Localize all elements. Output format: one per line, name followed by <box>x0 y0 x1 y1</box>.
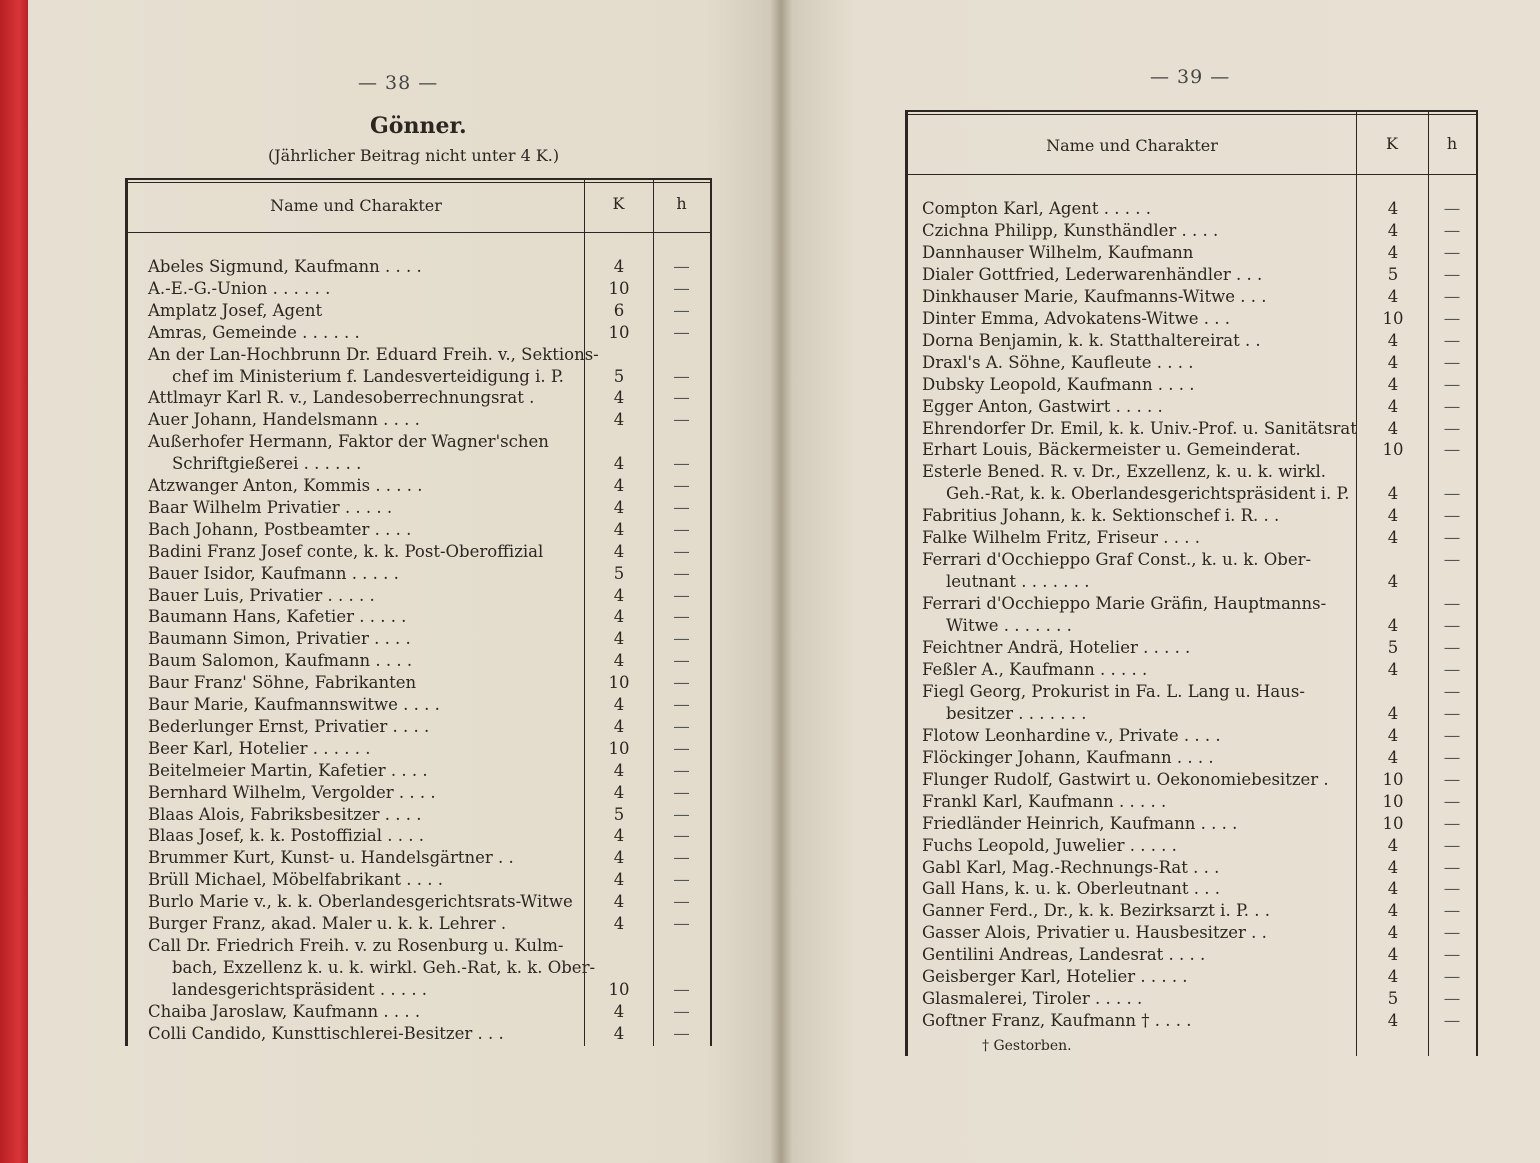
table-row <box>908 527 1476 549</box>
entry-name: Baum Salomon, Kaufmann . . . . <box>148 651 413 671</box>
entry-amount-k: 4 <box>613 541 625 561</box>
entry-amount-k: 4 <box>1387 220 1399 240</box>
entry-name: Ferrari d'Occhieppo Graf Const., k. u. k. Ober- <box>922 550 1312 570</box>
entry-name: Fabritius Johann, k. k. Sektionschef i. R. . . <box>922 506 1280 526</box>
table-row <box>908 857 1476 879</box>
table-row <box>908 242 1476 264</box>
entry-amount-h: — <box>1443 681 1461 701</box>
entry-amount-h: — <box>1443 396 1461 416</box>
table-row <box>128 453 710 475</box>
entry-name: Ganner Ferd., Dr., k. k. Bezirksarzt i. P. . . <box>922 901 1270 921</box>
entry-amount-k: 10 <box>1382 769 1404 789</box>
entry-amount-h: — <box>1443 638 1461 657</box>
entry-amount-k: 4 <box>1387 725 1399 745</box>
entry-amount-h: — <box>1443 1011 1461 1031</box>
table-row <box>908 747 1476 769</box>
table-row <box>128 847 710 869</box>
right-page <box>780 0 1540 1163</box>
table-row <box>908 439 1476 461</box>
entry-amount-h: — <box>673 695 690 714</box>
entry-amount-k: 4 <box>613 826 625 846</box>
entry-name: Brüll Michael, Möbelfabrikant . . . . <box>148 870 444 890</box>
entry-name: Draxl's A. Söhne, Kaufleute . . . . <box>922 352 1194 372</box>
entry-name: Schriftgießerei . . . . . . <box>172 454 362 474</box>
entry-amount-k: 4 <box>1387 879 1399 899</box>
entry-amount-k: 10 <box>1382 308 1404 328</box>
entry-amount-k: 4 <box>1387 572 1399 592</box>
table-row <box>908 813 1476 835</box>
entry-amount-h: — <box>673 848 690 868</box>
entry-amount-k: 4 <box>1387 923 1399 943</box>
entry-amount-h: — <box>1443 945 1461 965</box>
entry-name: Ferrari d'Occhieppo Marie Gräfin, Hauptmanns- <box>922 594 1327 614</box>
entry-name: Amplatz Josef, Agent <box>148 300 323 320</box>
table-row <box>908 944 1476 966</box>
entry-name: Flunger Rudolf, Gastwirt u. Oekonomiebesitzer . <box>922 769 1329 789</box>
entry-name: Geh.-Rat, k. k. Oberlandesgerichtspräsident i. P. <box>946 484 1350 504</box>
entry-name: Badini Franz Josef conte, k. k. Post-Oberoffizial <box>148 541 544 561</box>
entry-amount-k: 4 <box>613 870 625 890</box>
entry-amount-k: 5 <box>613 366 625 386</box>
table-row <box>128 628 710 650</box>
entry-name: Dialer Gottfried, Lederwarenhändler . . . <box>922 264 1263 284</box>
table-row <box>128 541 710 563</box>
entry-amount-k: 5 <box>1387 989 1399 1009</box>
entry-amount-k: 10 <box>608 979 630 999</box>
entry-amount-k: 4 <box>613 410 625 430</box>
table-row <box>908 483 1476 505</box>
entry-amount-k: 4 <box>1387 857 1399 877</box>
table-row <box>128 606 710 628</box>
entry-amount-k: 4 <box>613 651 625 671</box>
entry-amount-k: 10 <box>1382 813 1404 833</box>
entry-name: Auer Johann, Handelsmann . . . . <box>148 410 420 430</box>
entry-name: Dubsky Leopold, Kaufmann . . . . <box>922 374 1195 394</box>
table-row <box>128 387 710 409</box>
table-row <box>908 791 1476 813</box>
entry-name: Egger Anton, Gastwirt . . . . . <box>922 396 1163 416</box>
entry-name: Fuchs Leopold, Juwelier . . . . . <box>922 835 1177 855</box>
entry-amount-h: — <box>673 914 690 933</box>
entry-amount-k: 4 <box>1387 528 1399 548</box>
entry-amount-h: — <box>1443 199 1461 218</box>
table-row <box>908 769 1476 791</box>
entry-name: Atzwanger Anton, Kommis . . . . . <box>148 476 423 495</box>
table-row <box>128 278 710 300</box>
table-row <box>128 782 710 804</box>
entry-amount-k: 4 <box>1387 747 1399 767</box>
table-row <box>128 585 710 607</box>
entry-amount-k: 10 <box>608 322 630 342</box>
table-row <box>908 396 1476 418</box>
entry-name: Dinkhauser Marie, Kaufmanns-Witwe . . . <box>922 286 1267 306</box>
column-header-k: K <box>612 194 625 213</box>
entry-amount-k: 4 <box>1387 506 1399 526</box>
table-row <box>908 593 1476 615</box>
entry-amount-h: — <box>1443 506 1461 526</box>
entry-amount-k: 4 <box>613 388 625 408</box>
entry-amount-h: — <box>1443 835 1461 855</box>
table-row <box>128 869 710 891</box>
entry-name: Burger Franz, akad. Maler u. k. k. Lehrer . <box>148 914 507 933</box>
entry-amount-k: 4 <box>613 848 625 868</box>
entry-amount-h: — <box>1443 330 1461 350</box>
entry-name: Dinter Emma, Advokatens-Witwe . . . <box>922 308 1230 328</box>
entry-name: landesgerichtspräsident . . . . . <box>172 979 428 999</box>
entry-amount-k: 4 <box>613 607 625 627</box>
table-row <box>128 913 710 935</box>
entry-amount-k: 4 <box>613 629 625 649</box>
entry-amount-k: 5 <box>613 563 625 583</box>
entry-amount-k: 4 <box>1387 659 1399 679</box>
table-row <box>908 966 1476 988</box>
entry-amount-k: 4 <box>1387 484 1399 504</box>
entry-amount-h: — <box>673 607 690 627</box>
entry-name: chef im Ministerium f. Landesverteidigung i. P. <box>172 366 564 386</box>
table-row <box>128 475 710 497</box>
entry-name: Außerhofer Hermann, Faktor der Wagner'schen <box>148 432 549 452</box>
entry-amount-h: — <box>673 804 690 824</box>
entry-name: Feßler A., Kaufmann . . . . . <box>922 659 1148 679</box>
entry-name: Attlmayr Karl R. v., Landesoberrechnungsrat . <box>148 388 535 408</box>
entry-name: Bach Johann, Postbeamter . . . . <box>148 519 412 539</box>
entry-amount-h: — <box>1443 308 1461 328</box>
entry-name: Glasmalerei, Tiroler . . . . . <box>922 989 1143 1009</box>
entry-name: Colli Candido, Kunsttischlerei-Besitzer . . . <box>148 1023 504 1043</box>
entry-name: Bauer Luis, Privatier . . . . . <box>148 585 375 605</box>
table-row <box>128 672 710 694</box>
table-row <box>128 694 710 716</box>
entry-amount-h: — <box>1443 813 1461 833</box>
entry-name: Baur Franz' Söhne, Fabrikanten <box>148 673 417 693</box>
table-row <box>908 330 1476 352</box>
table-row <box>128 409 710 431</box>
entry-name: Flöckinger Johann, Kaufmann . . . . <box>922 747 1214 767</box>
entry-name: Abeles Sigmund, Kaufmann . . . . <box>148 257 422 276</box>
entry-name: A.-E.-G.-Union . . . . . . <box>148 278 331 298</box>
column-header-name: Name und Charakter <box>270 196 442 215</box>
footnote: † Gestorben. <box>982 1038 1072 1054</box>
entry-name: Burlo Marie v., k. k. Oberlandesgerichtsrats-Witwe <box>148 892 573 912</box>
table-row <box>128 979 710 1001</box>
entry-name: Gabl Karl, Mag.-Rechnungs-Rat . . . <box>922 857 1220 877</box>
entry-amount-k: 6 <box>613 300 625 320</box>
entry-amount-h: — <box>1443 703 1461 723</box>
table-row <box>128 738 710 760</box>
entry-amount-h: — <box>1443 725 1461 745</box>
entry-name: Gentilini Andreas, Landesrat . . . . <box>922 945 1206 965</box>
entry-name: Bauer Isidor, Kaufmann . . . . . <box>148 563 399 583</box>
entry-amount-h: — <box>1443 791 1461 811</box>
entry-amount-k: 4 <box>1387 374 1399 394</box>
entry-name: Amras, Gemeinde . . . . . . <box>148 322 360 342</box>
entry-amount-h: — <box>1443 484 1461 504</box>
entry-amount-h: — <box>673 1023 690 1043</box>
entry-amount-h: — <box>1443 659 1461 679</box>
entry-amount-h: — <box>673 716 690 736</box>
entry-amount-h: — <box>1443 418 1461 438</box>
entry-name: Erhart Louis, Bäckermeister u. Gemeinderat. <box>922 440 1301 460</box>
entry-name: Beitelmeier Martin, Kafetier . . . . <box>148 760 428 780</box>
entry-amount-h: — <box>673 760 690 780</box>
entry-amount-k: 4 <box>1387 352 1399 372</box>
table-row <box>908 878 1476 900</box>
table-row <box>128 519 710 541</box>
table-row <box>908 681 1476 703</box>
entry-amount-h: — <box>1443 901 1461 921</box>
entry-name: Falke Wilhelm Fritz, Friseur . . . . <box>922 528 1200 548</box>
entry-name: Brummer Kurt, Kunst- u. Handelsgärtner . . <box>148 848 514 868</box>
entry-amount-h: — <box>673 410 690 430</box>
table-row <box>128 825 710 847</box>
entry-amount-k: 4 <box>1387 199 1399 218</box>
table-row <box>128 322 710 344</box>
entry-amount-h: — <box>1443 440 1461 460</box>
entry-amount-h: — <box>673 629 690 649</box>
entry-amount-k: 4 <box>1387 418 1399 438</box>
table-row <box>128 497 710 519</box>
entry-amount-h: — <box>673 585 690 605</box>
page-subtitle: (Jährlicher Beitrag nicht unter 4 K.) <box>268 146 560 165</box>
entry-name: besitzer . . . . . . . <box>946 703 1087 723</box>
entry-amount-k: 4 <box>613 914 625 933</box>
entry-amount-k: 10 <box>608 278 630 298</box>
table-row <box>908 418 1476 440</box>
entry-amount-k: 4 <box>613 519 625 539</box>
entry-name: Witwe . . . . . . . <box>946 616 1072 636</box>
table-row <box>908 1010 1476 1032</box>
table-row <box>908 900 1476 922</box>
entry-amount-k: 4 <box>1387 396 1399 416</box>
column-header-name: Name und Charakter <box>1046 136 1218 155</box>
entry-amount-h: — <box>673 892 690 912</box>
entry-amount-k: 10 <box>608 673 630 693</box>
entry-amount-h: — <box>673 322 690 342</box>
entry-amount-h: — <box>673 541 690 561</box>
entry-amount-k: 4 <box>613 782 625 802</box>
entry-amount-h: — <box>673 366 690 386</box>
entry-amount-k: 4 <box>1387 945 1399 965</box>
entry-amount-h: — <box>1443 220 1461 240</box>
entry-amount-h: — <box>1443 923 1461 943</box>
entry-name: Gasser Alois, Privatier u. Hausbesitzer . . <box>922 923 1267 943</box>
entry-amount-h: — <box>1443 374 1461 394</box>
entry-amount-h: — <box>673 278 690 298</box>
table-row <box>908 922 1476 944</box>
entry-name: Ehrendorfer Dr. Emil, k. k. Univ.-Prof. u. Sanitätsrat <box>922 418 1357 438</box>
table-row <box>128 344 710 366</box>
entry-amount-k: 4 <box>613 892 625 912</box>
entry-amount-h: — <box>673 782 690 802</box>
table-row <box>128 300 710 322</box>
entry-name: bach, Exzellenz k. u. k. wirkl. Geh.-Rat, k. k. Ober- <box>172 957 596 977</box>
entry-amount-k: 4 <box>613 760 625 780</box>
entry-amount-h: — <box>1443 769 1461 789</box>
entry-amount-h: — <box>673 257 690 276</box>
page-number: — 39 — <box>1150 66 1231 88</box>
entry-amount-h: — <box>1443 264 1461 284</box>
entry-name: Geisberger Karl, Hotelier . . . . . <box>922 967 1188 987</box>
entry-name: Beer Karl, Hotelier . . . . . . <box>148 738 371 758</box>
entry-amount-h: — <box>1443 747 1461 767</box>
table-row <box>908 286 1476 308</box>
table-row <box>128 804 710 826</box>
table-row <box>908 198 1476 220</box>
entry-name: leutnant . . . . . . . <box>946 572 1090 592</box>
table-row <box>908 615 1476 637</box>
left-page <box>28 0 780 1163</box>
table-row <box>908 549 1476 571</box>
entry-amount-k: 4 <box>613 585 625 605</box>
entry-amount-h: — <box>673 519 690 539</box>
entry-amount-k: 4 <box>1387 616 1399 636</box>
entry-name: Bederlunger Ernst, Privatier . . . . <box>148 716 430 736</box>
column-header-h: h <box>1446 134 1458 153</box>
entry-amount-k: 4 <box>1387 835 1399 855</box>
entry-amount-k: 4 <box>613 695 625 714</box>
entry-name: Baur Marie, Kaufmannswitwe . . . . <box>148 695 440 714</box>
table-row <box>908 220 1476 242</box>
entry-amount-h: — <box>673 826 690 846</box>
entry-amount-h: — <box>1443 550 1461 570</box>
table-row <box>908 988 1476 1010</box>
entry-amount-h: — <box>673 673 690 693</box>
entry-name: Baumann Simon, Privatier . . . . <box>148 629 411 649</box>
table-row <box>908 659 1476 681</box>
entry-name: Compton Karl, Agent . . . . . <box>922 199 1151 218</box>
entry-amount-h: — <box>673 1001 690 1021</box>
table-row <box>908 505 1476 527</box>
column-header-k: K <box>1386 134 1398 153</box>
entry-amount-h: — <box>1443 242 1461 262</box>
table-row <box>128 1023 710 1045</box>
entry-amount-h: — <box>673 563 690 583</box>
entry-name: Goftner Franz, Kaufmann † . . . . <box>922 1011 1192 1031</box>
entry-amount-h: — <box>1443 857 1461 877</box>
entry-amount-k: 4 <box>613 454 625 474</box>
entry-amount-h: — <box>673 651 690 671</box>
entry-amount-h: — <box>673 454 690 474</box>
column-header-h: h <box>676 194 687 213</box>
entry-amount-k: 4 <box>613 1023 625 1043</box>
entry-amount-k: 4 <box>613 716 625 736</box>
entry-amount-k: 4 <box>1387 967 1399 987</box>
entry-amount-k: 4 <box>613 497 625 517</box>
entry-amount-k: 5 <box>613 804 625 824</box>
entry-name: Esterle Bened. R. v. Dr., Exzellenz, k. u. k. wirkl. <box>922 462 1327 482</box>
entry-amount-k: 10 <box>1382 791 1404 811</box>
table-row <box>128 650 710 672</box>
table-row <box>908 352 1476 374</box>
entry-name: Gall Hans, k. u. k. Oberleutnant . . . <box>922 879 1220 899</box>
entry-amount-k: 4 <box>1387 901 1399 921</box>
entry-name: Bernhard Wilhelm, Vergolder . . . . <box>148 782 436 802</box>
entry-amount-k: 4 <box>613 476 625 495</box>
table-row <box>128 957 710 979</box>
table-row <box>908 264 1476 286</box>
table-row <box>908 308 1476 330</box>
entry-name: Baar Wilhelm Privatier . . . . . <box>148 497 393 517</box>
table-row <box>128 891 710 913</box>
entry-amount-h: — <box>673 476 690 495</box>
table-row <box>128 431 710 453</box>
table-row <box>128 366 710 388</box>
entry-amount-h: — <box>673 979 690 999</box>
table-row <box>128 760 710 782</box>
page-title: Gönner. <box>370 113 467 139</box>
table-row <box>908 374 1476 396</box>
book-gutter <box>770 0 792 1163</box>
table-row <box>908 461 1476 483</box>
table-row <box>908 703 1476 725</box>
entry-amount-h: — <box>1443 989 1461 1009</box>
entry-amount-h: — <box>673 497 690 517</box>
entry-name: An der Lan-Hochbrunn Dr. Eduard Freih. v., Sektions- <box>148 344 599 364</box>
entry-name: Blaas Alois, Fabriksbesitzer . . . . <box>148 804 422 824</box>
entry-name: Fiegl Georg, Prokurist in Fa. L. Lang u. Haus- <box>922 681 1305 701</box>
entry-amount-h: — <box>1443 286 1461 306</box>
entry-amount-k: 4 <box>1387 1011 1399 1031</box>
entry-amount-k: 5 <box>1387 638 1399 657</box>
table-row <box>908 835 1476 857</box>
entry-amount-h: — <box>673 870 690 890</box>
entry-amount-k: 10 <box>608 738 630 758</box>
entry-name: Feichtner Andrä, Hotelier . . . . . <box>922 638 1191 657</box>
entry-amount-k: 4 <box>1387 330 1399 350</box>
table-row <box>908 637 1476 659</box>
entry-amount-h: — <box>1443 879 1461 899</box>
donor-table <box>125 178 712 1046</box>
entry-amount-k: 4 <box>613 1001 625 1021</box>
entry-amount-k: 4 <box>1387 286 1399 306</box>
entry-name: Chaiba Jaroslaw, Kaufmann . . . . <box>148 1001 421 1021</box>
entry-name: Dannhauser Wilhelm, Kaufmann <box>922 242 1194 262</box>
entry-amount-h: — <box>1443 594 1461 614</box>
entry-name: Blaas Josef, k. k. Postoffizial . . . . <box>148 826 424 846</box>
entry-name: Czichna Philipp, Kunsthändler . . . . <box>922 220 1219 240</box>
entry-amount-h: — <box>1443 528 1461 548</box>
entry-amount-h: — <box>1443 352 1461 372</box>
entry-name: Frankl Karl, Kaufmann . . . . . <box>922 791 1167 811</box>
table-row <box>908 571 1476 593</box>
entry-name: Baumann Hans, Kafetier . . . . . <box>148 607 407 627</box>
entry-amount-k: 4 <box>1387 703 1399 723</box>
entry-amount-k: 10 <box>1382 440 1404 460</box>
table-row <box>128 256 710 278</box>
entry-amount-h: — <box>673 300 690 320</box>
table-row <box>128 563 710 585</box>
donor-table <box>905 110 1478 1056</box>
entry-amount-k: 4 <box>613 257 625 276</box>
page-number: — 38 — <box>358 72 439 94</box>
entry-name: Dorna Benjamin, k. k. Statthaltereirat . . <box>922 330 1261 350</box>
entry-name: Friedländer Heinrich, Kaufmann . . . . <box>922 813 1238 833</box>
entry-amount-h: — <box>673 738 690 758</box>
entry-amount-k: 5 <box>1387 264 1399 284</box>
entry-name: Flotow Leonhardine v., Private . . . . <box>922 725 1221 745</box>
table-row <box>128 1001 710 1023</box>
table-row <box>908 725 1476 747</box>
entry-amount-k: 4 <box>1387 242 1399 262</box>
table-row <box>128 935 710 957</box>
entry-amount-h: — <box>673 388 690 408</box>
table-row <box>128 716 710 738</box>
entry-amount-h: — <box>1443 967 1461 987</box>
entry-amount-h: — <box>1443 616 1461 636</box>
entry-name: Call Dr. Friedrich Freih. v. zu Rosenburg u. Kulm- <box>148 935 564 955</box>
